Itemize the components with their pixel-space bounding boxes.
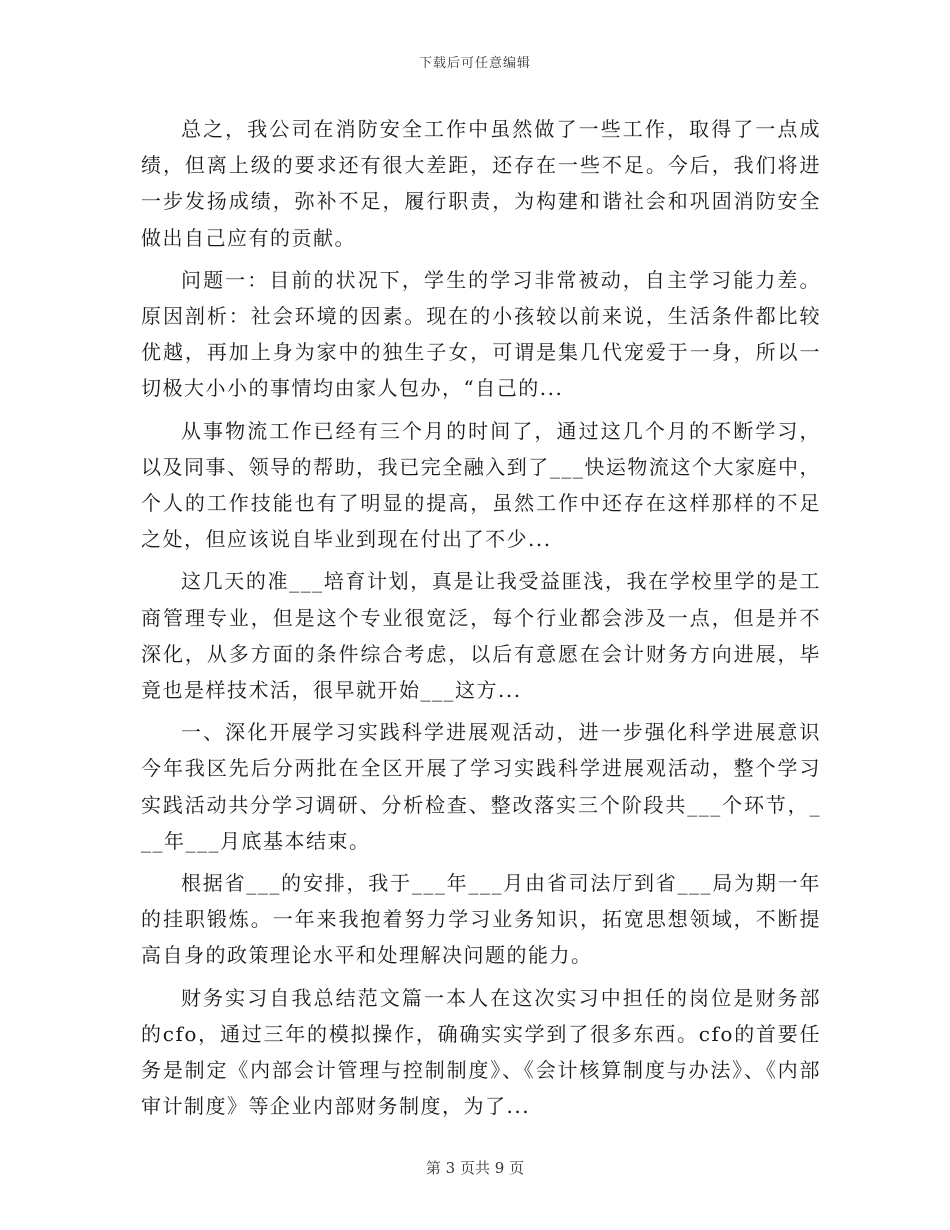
paragraph-logistics-work: 从事物流工作已经有三个月的时间了，通过这几个月的不断学习，以及同事、领导的帮助，我已完全融入到了___快运物流这个大家庭中，个人的工作技能也有了明显的提高，虽然工作中还存在这样那样的不足之处，但应该说自毕业到现在付出了不少... <box>141 418 821 552</box>
paragraph-finance-internship: 财务实习自我总结范文篇一本人在这次实习中担任的岗位是财务部的cfo，通过三年的模拟操作，确确实实学到了很多东西。cfo的首要任务是制定《内部会计管理与控制制度》、《会计核算制度与办法》、《内部审计制度》等企业内部财务制度，为了... <box>141 985 821 1119</box>
page-number: 第 3 页共 9 页 <box>425 1159 525 1177</box>
paragraph-training-plan: 这几天的准___培育计划，真是让我受益匪浅，我在学校里学的是工商管理专业，但是这个专业很宽泛，每个行业都会涉及一点，但是并不深化，从多方面的条件综合考虑，以后有意愿在会计财务方向进展，毕竟也是样技术活，很早就开始___这方... <box>141 569 821 703</box>
paragraph-scientific-development: 一、深化开展学习实践科学进展观活动，进一步强化科学进展意识今年我区先后分两批在全区开展了学习实践科学进展观活动，整个学习实践活动共分学习调研、分析检查、整改落实三个阶段共___个环节，___年___月底基本结束。 <box>141 720 821 853</box>
paragraph-fire-safety-summary: 总之，我公司在消防安全工作中虽然做了一些工作，取得了一点成绩，但离上级的要求还有很大差距，还存在一些不足。今后，我们将进一步发扬成绩，弥补不足，履行职责，为构建和谐社会和巩固消防安全做出自己应有的贡献。 <box>141 117 821 250</box>
paragraph-temporary-post: 根据省___的安排，我于___年___月由省司法厅到省___局为期一年的挂职锻炼。一年来我抱着努力学习业务知识，拓宽思想领域，不断提高自身的政策理论水平和处理解决问题的能力。 <box>141 871 821 968</box>
document-body <box>141 111 821 1130</box>
page-header: 下载后可任意编辑 <box>418 56 531 71</box>
paragraph-student-learning-problem: 问题一：目前的状况下，学生的学习非常被动，自主学习能力差。原因剖析：社会环境的因素。现在的小孩较以前来说，生活条件都比较优越，再加上身为家中的独生子女，可谓是集几代宠爱于一身，所以一切极大小小的事情均由家人包办，“自己的... <box>141 267 821 401</box>
